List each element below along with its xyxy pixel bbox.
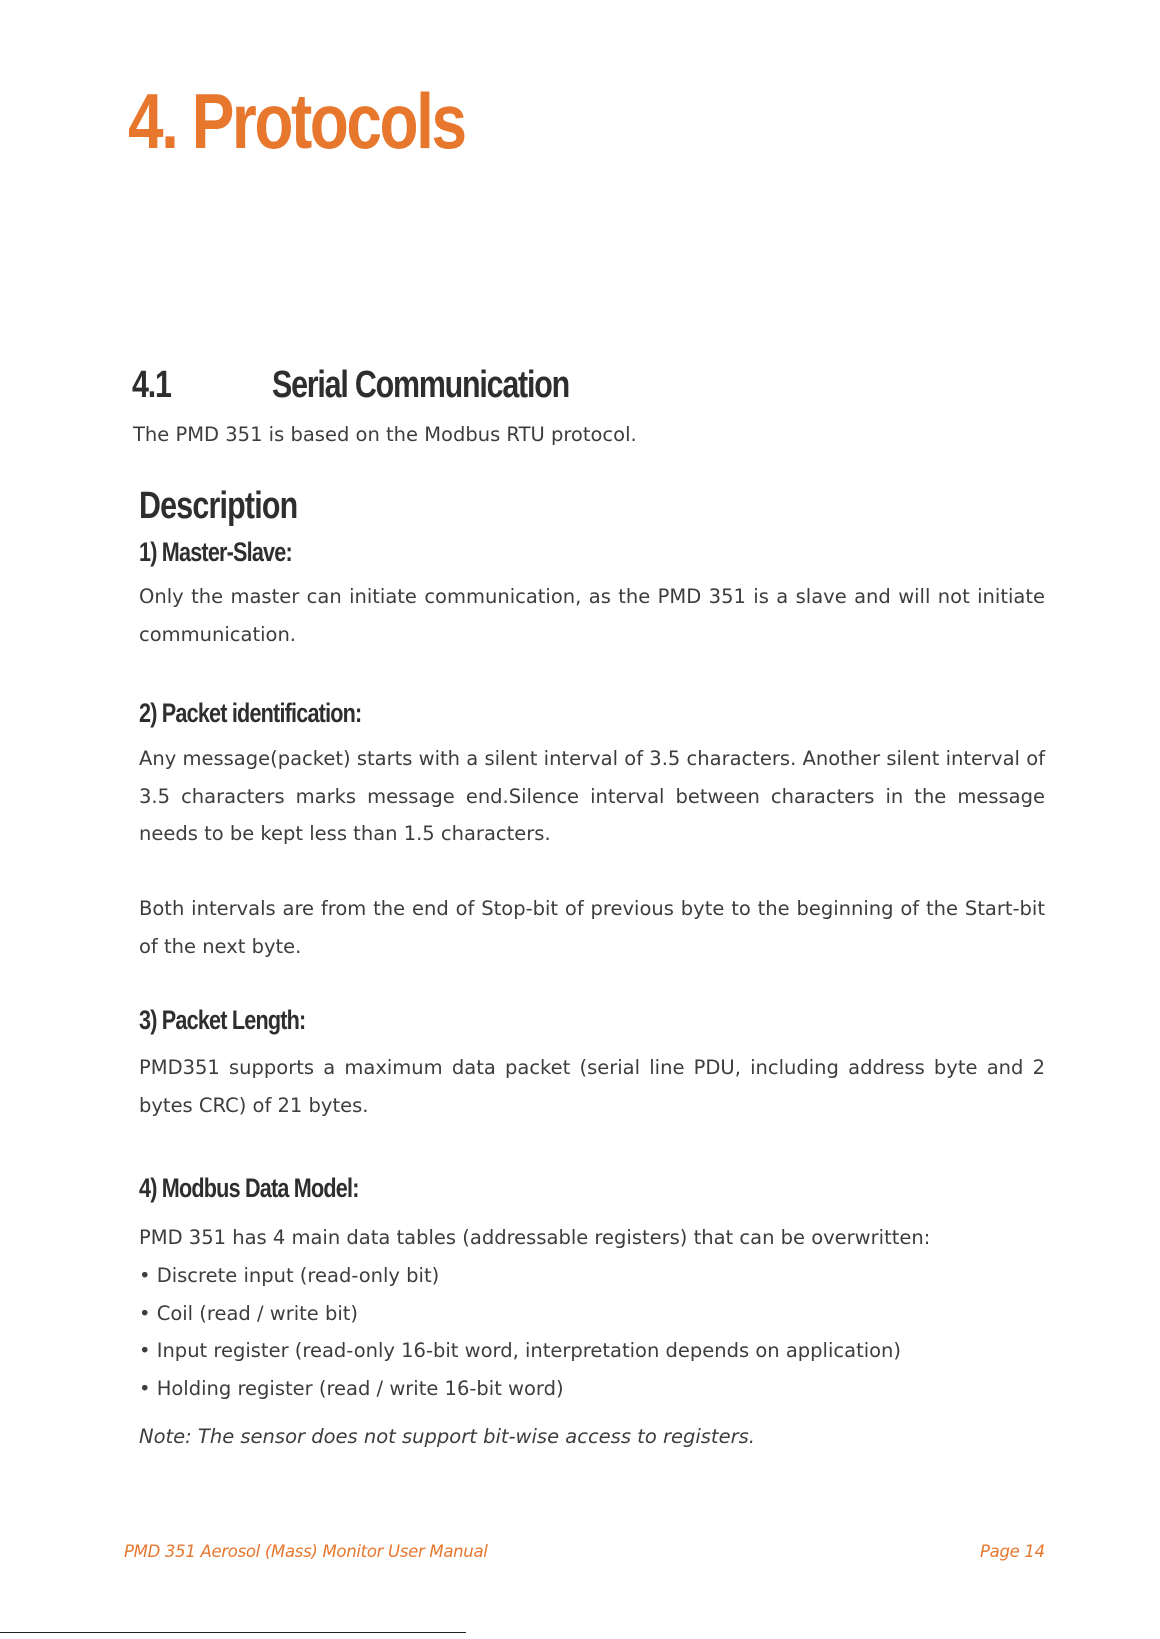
data-table-list	[139, 1257, 901, 1407]
packet-length-heading: 3) Packet Length:	[139, 1005, 306, 1035]
footer-page-number: Page 14	[980, 1542, 1045, 1561]
packet-length-text: PMD351 supports a maximum data packet (serial line PDU, including address byte and 2 bytes CRC) of 21 bytes.	[139, 1056, 1045, 1117]
data-model-text: PMD 351 has 4 main data tables (addressable registers) that can be overwritten:	[139, 1226, 931, 1249]
note-text: Note: The sensor does not support bit-wise access to registers.	[139, 1425, 755, 1448]
bottom-rule	[0, 1632, 466, 1633]
master-slave-heading: 1) Master-Slave:	[139, 537, 292, 567]
packet-identification-text: Any message(packet) starts with a silent interval of 3.5 characters. Another silent interval of 3.5 characters marks message end.Silence interval between characters in the message needs to be kept less than 1.5 characters.	[139, 747, 1045, 845]
data-model-heading: 4) Modbus Data Model:	[139, 1173, 359, 1203]
list-item: • Discrete input (read-only bit)	[139, 1264, 440, 1287]
section-number: 4.1	[132, 364, 171, 406]
footer-manual-title: PMD 351 Aerosol (Mass) Monitor User Manual	[124, 1542, 488, 1561]
list-item: • Coil (read / write bit)	[139, 1301, 359, 1325]
intro-text: The PMD 351 is based on the Modbus RTU protocol.	[133, 423, 637, 446]
list-item: • Holding register (read / write 16-bit word)	[139, 1376, 564, 1400]
section-title: Serial Communication	[272, 364, 569, 406]
packet-identification-heading: 2) Packet identification:	[139, 698, 362, 728]
master-slave-text: Only the master can initiate communication, as the PMD 351 is a slave and will not initiate communication.	[139, 585, 1045, 646]
list-item: • Input register (read-only 16-bit word, interpretation depends on application)	[139, 1339, 902, 1362]
chapter-title: 4. Protocols	[128, 77, 465, 165]
packet-interval-text: Both intervals are from the end of Stop-bit of previous byte to the beginning of the Start-bit of the next byte.	[139, 897, 1045, 958]
description-heading: Description	[139, 485, 298, 527]
